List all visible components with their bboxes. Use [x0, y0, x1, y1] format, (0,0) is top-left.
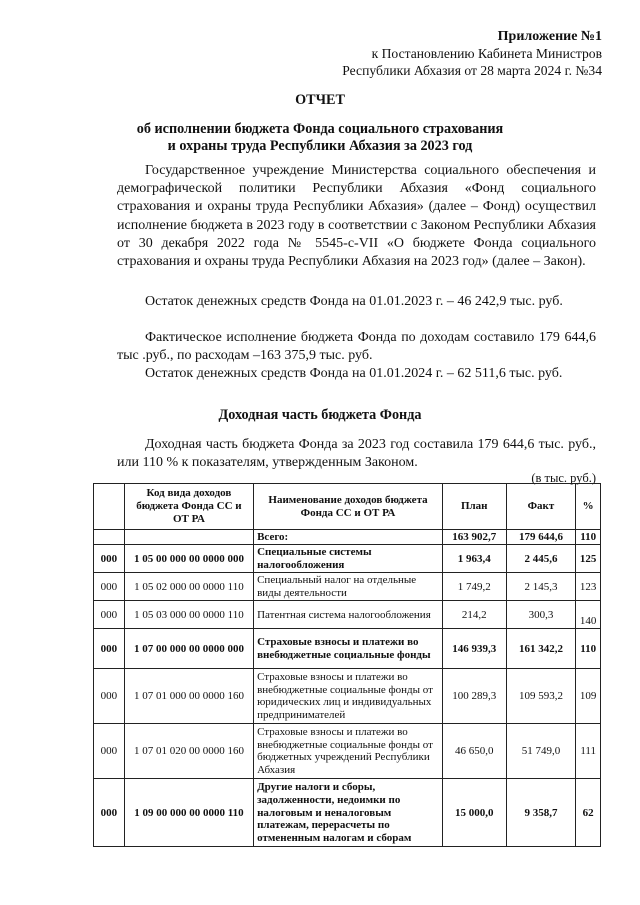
units-note: (в тыс. руб.)	[531, 471, 596, 485]
paragraph-5: Доходная часть бюджета Фонда за 2023 год составила 179 644,6 тыс. руб., или 110 % к показателям, утвержденным Законом.	[117, 437, 596, 471]
paragraph-2: Остаток денежных средств Фонда на 01.01.2023 г. – 46 242,9 тыс. руб.	[145, 294, 563, 309]
total-label: Всего:	[254, 530, 443, 545]
table-row: 000 1 07 01 000 00 0000 160 Страховые взносы и платежи во внебюджетные социальные фонды от юридических лиц и индивидуальных предпринимателей 100 289,3 109 593,2 109	[94, 669, 601, 724]
total-plan: 163 902,7	[442, 530, 506, 545]
total-row	[94, 530, 601, 545]
header-name: Наименование доходов бюджета Фонда СС и ОТ РА	[254, 484, 443, 530]
section-title: Доходная часть бюджета Фонда	[218, 407, 422, 423]
income-table	[93, 483, 601, 847]
paragraph-3: Фактическое исполнение бюджета Фонда по доходам составило 179 644,6 тыс .руб., по расходам –163 375,9 тыс. руб.	[117, 330, 596, 364]
report-heading: ОТЧЕТ	[295, 92, 345, 108]
header-col-1	[94, 484, 125, 530]
annex-line-1: к Постановлению Кабинета Министров	[371, 46, 602, 61]
annex-block	[342, 28, 602, 79]
table-row: 000 1 07 00 000 00 0000 000 Страховые взносы и платежи во внебюджетные социальные фонды 146 939,3 161 342,2 110	[94, 629, 601, 669]
paragraph-4: Остаток денежных средств Фонда на 01.01.2024 г. – 62 511,6 тыс. руб.	[145, 366, 563, 381]
annex-line-2: Республики Абхазия от 28 марта 2024 г. №34	[342, 63, 602, 78]
table-row: 000 1 05 03 000 00 0000 110 Патентная система налогообложения 214,2 300,3 140	[94, 601, 601, 629]
paragraph-1: Государственное учреждение Министерства социального обеспечения и демографической политики Республики Абхазия «Фонд социального страхования и охраны труда Республики Абхазия» (далее – Фонд) осуществил исполнение бюджета в 2023 году в соответствии с Законом Республики Абхазия от 30 декабря 2022 года № 5545-с-VII «О бюджете Фонда социального страхования и охраны труда Республики Абхазия на 2023 год» (далее – Закон).	[117, 163, 596, 270]
report-subheading-2: и охраны труда Республики Абхазия за 2023 год	[167, 138, 473, 154]
total-pct: 110	[576, 530, 601, 545]
table-row: 000 1 05 02 000 00 0000 110 Специальный налог на отдельные виды деятельности 1 749,2 2 145,3 123	[94, 573, 601, 601]
table-row: 000 1 07 01 020 00 0000 160 Страховые взносы и платежи во внебюджетные социальные фонды от бюджетных учреждений Республики Абхазия 46 650,0 51 749,0 111	[94, 724, 601, 779]
table-header-row	[94, 484, 601, 530]
total-fact: 179 644,6	[506, 530, 576, 545]
header-fact: Факт	[506, 484, 576, 530]
header-plan: План	[442, 484, 506, 530]
table-row: 000 1 09 00 000 00 0000 110 Другие налоги и сборы, задолженности, недоимки по налоговым и неналоговым платежам, перерасчеты по отмененным налогам и сборам 15 000,0 9 358,7 62	[94, 779, 601, 847]
table-row: 000 1 05 00 000 00 0000 000 Специальные системы налогообложения 1 963,4 2 445,6 125	[94, 545, 601, 573]
annex-title: Приложение №1	[497, 29, 602, 44]
header-pct: %	[576, 484, 601, 530]
header-code: Код вида доходов бюджета Фонда СС и ОТ РА	[124, 484, 253, 530]
report-subheading-1: об исполнении бюджета Фонда социального страхования	[136, 121, 504, 137]
